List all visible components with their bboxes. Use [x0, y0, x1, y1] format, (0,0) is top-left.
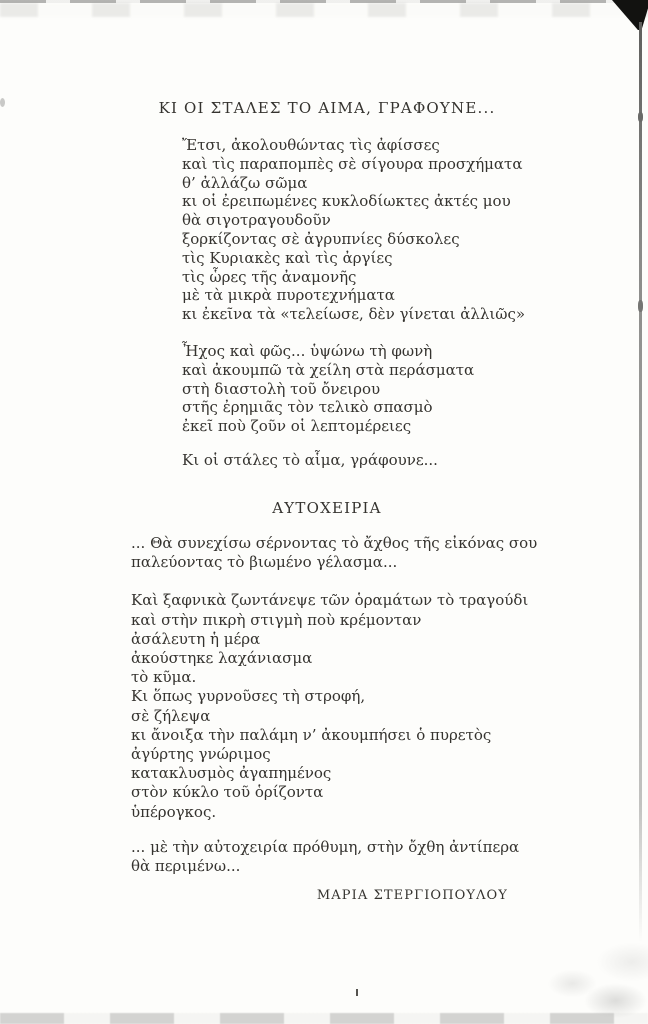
scan-right-edge-line	[639, 22, 642, 942]
edge-nick	[638, 300, 643, 312]
poem-title-2: ΑΥΤΟΧΕΙΡΙΑ	[272, 499, 382, 517]
poem-line: Κι ὅπως γυρνοῦσες τὴ στροφή,	[131, 687, 366, 706]
poem-line: στῆς ἐρημιᾶς τὸν τελικὸ σπασμὸ	[182, 398, 433, 417]
poem-line: τὸ κῦμα.	[131, 668, 197, 687]
poem-2-stanza-2	[131, 591, 537, 821]
poem-line: ἀσάλευτη ἡ μέρα	[131, 629, 261, 648]
poem-line: τὶς ὧρες τῆς ἀναμονῆς	[182, 267, 357, 286]
scan-bottom-right-mottle	[540, 932, 648, 1018]
poem-title-1: ΚΙ ΟΙ ΣΤΑΛΕΣ ΤΟ ΑΙΜΑ, ΓΡΑΦΟΥΝΕ...	[158, 99, 496, 117]
poem-line: ὑπέρογκος.	[131, 802, 217, 821]
poem-line: θ’ ἀλλάζω σῶμα	[182, 173, 308, 192]
scan-top-smudge	[0, 3, 648, 17]
poem-2-stanza-3	[131, 838, 537, 876]
poem-line: κι οἱ ἐρειπωμένες κυκλοδίωκτες ἀκτές μου	[182, 192, 511, 211]
poem-line: ἀγύρτης γνώριμος	[131, 745, 271, 764]
poem-line: Κι οἱ στάλες τὸ αἷμα, γράφουνε...	[182, 450, 438, 469]
poem-line: καὶ στὴν πικρὴ στιγμὴ ποὺ κρέμονταν	[131, 610, 422, 629]
poem-line: σὲ ζήλεψα	[131, 706, 211, 725]
poem-line: καὶ τὶς παραπομπὲς σὲ σίγουρα προσχήματα	[182, 154, 523, 173]
poem-line: κατακλυσμὸς ἀγαπημένος	[131, 764, 332, 783]
poem-line: παλεύοντας τὸ βιωμένο γέλασμα...	[131, 553, 398, 572]
poem-line: ... μὲ τὴν αὐτοχειρία πρόθυμη, στὴν ὄχθη ἀντίπερα	[131, 837, 520, 856]
poem-2	[131, 534, 537, 876]
poem-1-stanza-2	[182, 342, 525, 436]
author-name: ΜΑΡΙΑ ΣΤΕΡΓΙΟΠΟΥΛΟΥ	[316, 888, 508, 903]
poem-line: ... Θὰ συνεχίσω σέρνοντας τὸ ἄχθος τῆς εἰκόνας σου	[131, 534, 538, 552]
poem-line: θὰ περιμένω...	[131, 857, 241, 876]
poem-line: Ἔτσι, ἀκολουθώντας τὶς ἀφίσσες	[182, 136, 440, 154]
scan-speck	[0, 98, 5, 107]
poem-line: στὸν κύκλο τοῦ ὁρίζοντα	[131, 783, 324, 802]
poem-1-closing-line	[182, 451, 525, 470]
poem-line: μὲ τὰ μικρὰ πυροτεχνήματα	[182, 286, 395, 305]
poem-1	[182, 136, 525, 470]
printers-mark	[356, 989, 358, 996]
poem-line: κι ἐκεῖνα τὰ «τελείωσε, δὲν γίνεται ἀλλιῶς»	[182, 305, 526, 324]
edge-nick	[638, 112, 643, 122]
poem-line: καὶ ἀκουμπῶ τὰ χείλη στὰ περάσματα	[182, 360, 475, 379]
poem-line: θὰ σιγοτραγουδοῦν	[182, 211, 331, 230]
poem-line: ἐκεῖ ποὺ ζοῦν οἱ λεπτομέρειες	[182, 417, 412, 436]
poem-line: Ἦχος καὶ φῶς... ὑψώνω τὴ φωνὴ	[182, 341, 433, 360]
poem-2-stanza-1	[131, 534, 537, 572]
poem-line: στὴ διαστολὴ τοῦ ὄνειρου	[182, 379, 381, 398]
poem-line: Καὶ ξαφνικὰ ζωντάνεψε τῶν ὁραμάτων τὸ τραγούδι	[131, 591, 529, 610]
poem-line: τὶς Κυριακὲς καὶ τὶς ἀργίες	[182, 248, 393, 267]
poem-line: ξορκίζοντας σὲ ἀγρυπνίες δύσκολες	[182, 229, 460, 248]
poem-1-stanza-1	[182, 136, 525, 324]
poem-line: ἀκούστηκε λαχάνιασμα	[131, 649, 313, 668]
poem-line: κι ἄνοιξα τὴν παλάμη ν’ ἀκουμπήσει ὁ πυρετὸς	[131, 725, 492, 744]
